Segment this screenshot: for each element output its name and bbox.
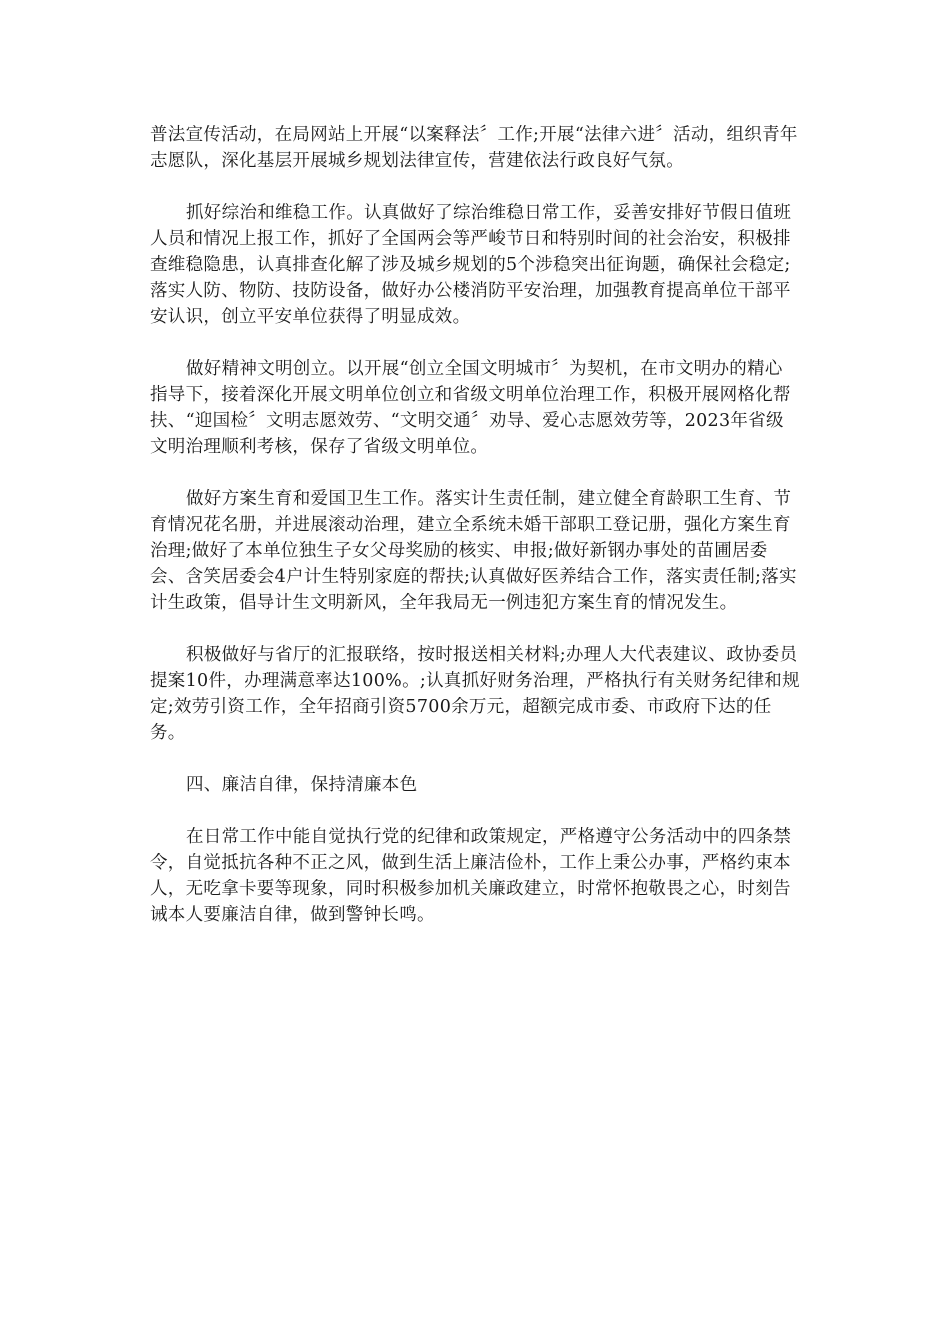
document-body	[150, 122, 800, 954]
section-heading: 四、廉洁自律，保持清廉本色	[186, 775, 418, 795]
paragraph-civilization-building: 做好精神文明创立。以开展“创立全国文明城市〞为契机，在市文明办的精心指导下，接着深化开展文明单位创立和省级文明单位治理工作，积极开展网格化帮扶、“迎国检〞文明志愿效劳、“文明交通〞劝导、爱心志愿效劳等，2023年省级文明治理顺利考核，保存了省级文明单位。	[150, 359, 791, 457]
paragraph-family-planning: 做好方案生育和爱国卫生工作。落实计生责任制，建立健全育龄职工生育、节育情况花名册，并进展滚动治理，建立全系统未婚干部职工登记册，强化方案生育治理;做好了本单位独生子女父母奖励的核实、申报;做好新钢办事处的苗圃居委会、含笑居委会4户计生特别家庭的帮扶;认真做好医养结合工作，落实责任制;落实计生政策，倡导计生文明新风，全年我局无一例违犯方案生育的情况发生。	[150, 489, 797, 613]
paragraph-integrity: 在日常工作中能自觉执行党的纪律和政策规定，严格遵守公务活动中的四条禁令，自觉抵抗各种不正之风，做到生活上廉洁俭朴，工作上秉公办事，严格约束本人，无吃拿卡要等现象，同时积极参加机关廉政建立，时常怀抱敬畏之心，时刻告诫本人要廉洁自律，做到警钟长鸣。	[150, 827, 792, 925]
paragraph-stability-work: 抓好综治和维稳工作。认真做好了综治维稳日常工作，妥善安排好节假日值班人员和情况上报工作，抓好了全国两会等严峻节日和特别时间的社会治安，积极排查维稳隐患，认真排查化解了涉及城乡规划的5个涉稳突出征询题，确保社会稳定;落实人防、物防、技防设备，做好办公楼消防平安治理，加强教育提高单位干部平安认识，创立平安单位获得了明显成效。	[150, 203, 792, 327]
paragraph-law-publicity: 普法宣传活动，在局网站上开展“以案释法〞工作;开展“法律六进〞活动，组织青年志愿队，深化基层开展城乡规划法律宣传，营建依法行政良好气氛。	[150, 125, 798, 171]
paragraph-liaison-finance: 积极做好与省厅的汇报联络，按时报送相关材料;办理人大代表建议、政协委员提案10件，办理满意率达100%。;认真抓好财务治理，严格执行有关财务纪律和规定;效劳引资工作，全年招商引资5700余万元，超额完成市委、市政府下达的任务。	[150, 645, 800, 743]
